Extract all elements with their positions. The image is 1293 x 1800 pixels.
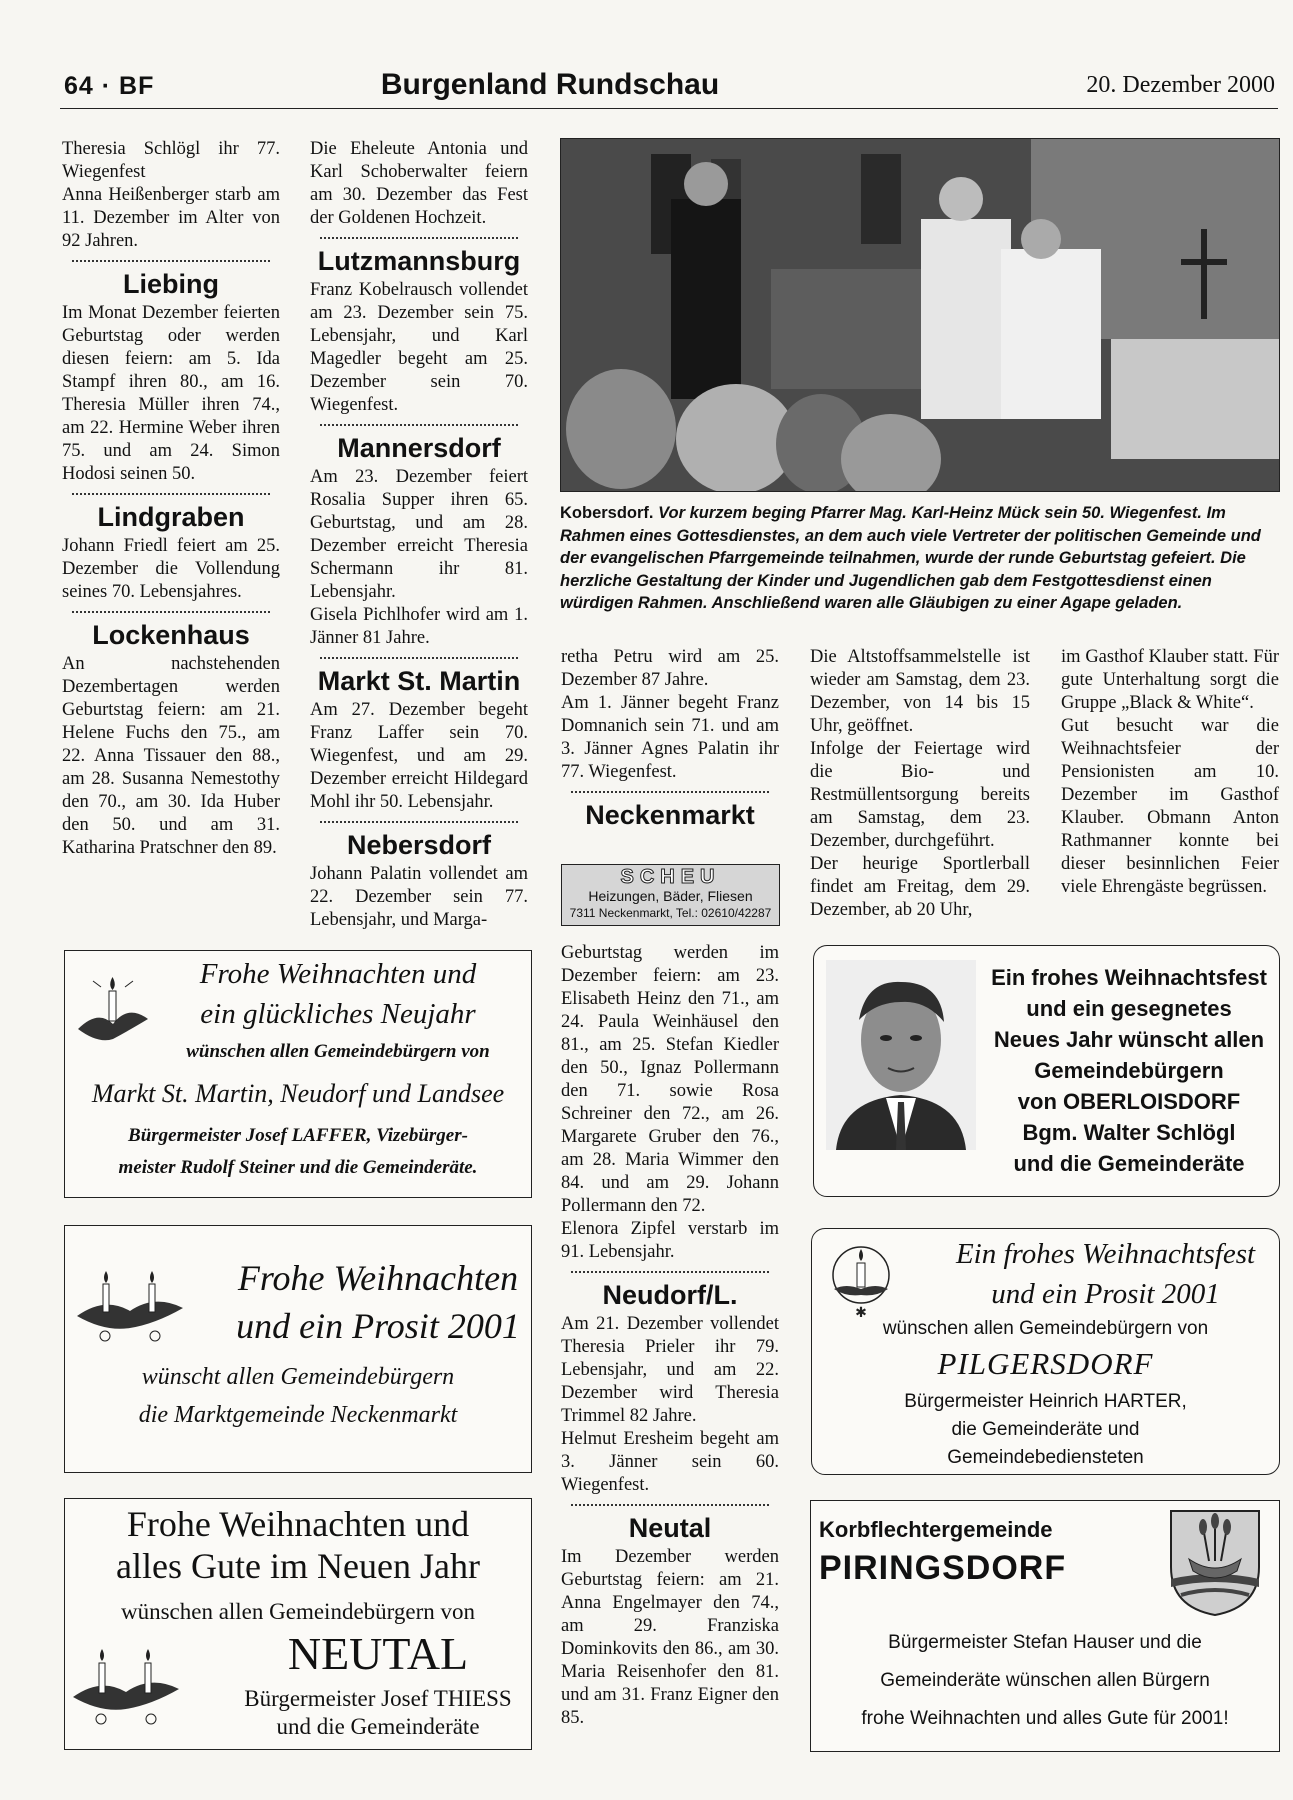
ad-piringsdorf — [810, 1500, 1280, 1752]
ad-oberloisdorf-line1: Ein frohes Weihnachtsfest — [991, 965, 1267, 990]
ad-martin-line2: ein glückliches Neujahr — [200, 998, 476, 1030]
section-text-mannersdorf: Am 23. Dezember feiert Rosalia Supper ihren 65. Geburtstag, und am 28. Dezember erreicht Theresia Schermann ihr 81. Lebensjahr. Gisela Pichlhofer wird am 1. Jänner 81 Jahre. — [310, 467, 528, 648]
section-title-lindgraben: Lindgraben — [97, 502, 245, 532]
divider — [72, 493, 270, 495]
ad-neutal-line2: alles Gute im Neuen Jahr — [116, 1546, 480, 1586]
header-rule — [60, 108, 1278, 109]
ad-oberloisdorf-line7: und die Gemeinderäte — [1013, 1151, 1245, 1176]
divider — [320, 424, 518, 426]
section-text-lockenhaus: An nachstehenden Dezembertagen werden Geburtstag feiern: am 21. Helene Fuchs den 75., am 22. Anna Tissauer den 88., am 28. Susanna Nemestothy den 70., am 30. Ida Huber den 50. und am 31. Katharina Pratschner den 89. — [62, 654, 280, 858]
section-title-lockenhaus: Lockenhaus — [92, 620, 250, 650]
section-title-neckenmarkt: Neckenmarkt — [585, 800, 755, 830]
ad-oberloisdorf-line3: Neues Jahr wünscht allen — [993, 1027, 1265, 1052]
divider — [72, 260, 270, 262]
caption-place: Kobersdorf. — [560, 504, 654, 522]
newspaper-title: Burgenland Rundschau — [380, 68, 720, 101]
section-text-lutzmannsburg: Franz Kobelrausch vollendet am 23. Dezember sein 75. Lebensjahr, und Karl Magedler begeht am 25. Dezember sein 70. Wiegenfest. — [310, 280, 528, 415]
ad-neutal-line5: Bürgermeister Josef THIESS — [244, 1686, 512, 1711]
ad-oberloisdorf-line4: Gemeindebürgern — [1034, 1058, 1224, 1083]
ad-martin-line5: Bürgermeister Josef LAFFER, Vizebürger- — [128, 1125, 468, 1146]
section-title-lutzmannsburg: Lutzmannsburg — [317, 246, 521, 276]
ad-neutal-line4: NEUTAL — [287, 1628, 469, 1679]
ad-piringsdorf-line3: Bürgermeister Stefan Hauser und die — [888, 1632, 1202, 1653]
church-photo — [560, 138, 1280, 492]
col3-bottom-text: Geburtstag werden im Dezember feiern: am 23. Elisabeth Heinz den 71., am 24. Paula Weinhäusel den 81., am 25. Stefan Kiedler den 50., Ignaz Pollermann den 71. sowie Rosa Schreiner den 72., am 26. Margarete Gruber den 76., am 28. Maria Wimmer den 84. und am 29. Johann Pollermann den 72. Elenora Zipfel verstarb im 91. Lebensjahr. — [561, 943, 779, 1262]
ad-piringsdorf-line1: Korbflechtergemeinde — [819, 1517, 1053, 1542]
section-title-neudorf: Neudorf/L. — [602, 1280, 738, 1310]
ad-pilgersdorf-line4: PILGERSDORF — [937, 1346, 1154, 1381]
ad-pilgersdorf-line1: Ein frohes Weihnachtsfest — [955, 1238, 1256, 1270]
ad-pilgersdorf-line5: Bürgermeister Heinrich HARTER, — [904, 1391, 1187, 1412]
col5-text: im Gasthof Klauber statt. Für gute Unterhaltung sorgt die Gruppe „Black & White“. Gut besucht war die Weihnachtsfeier der Pensionisten am 10. Dezember im Gasthof Klauber. Obmann Anton Rathmanner konnte bei dieser besinnlichen Feier viele Ehrengäste begrüssen. — [1061, 647, 1279, 897]
divider — [320, 821, 518, 823]
issue-date: 20. Dezember 2000 — [1086, 72, 1275, 98]
page-number: 64 · BF — [64, 72, 155, 100]
divider — [571, 791, 769, 793]
ad-piringsdorf-line2: PIRINGSDORF — [819, 1549, 1067, 1587]
section-title-markt-st-martin: Markt St. Martin — [317, 666, 521, 696]
column-3-top — [561, 646, 779, 833]
ad-pilgersdorf-line6: die Gemeinderäte und — [951, 1419, 1140, 1440]
divider — [72, 611, 270, 613]
ad-neckenmarkt — [64, 1225, 532, 1473]
ad-martin-line3: wünschen allen Gemeindebürgern von — [186, 1041, 490, 1062]
photo-caption — [560, 502, 1278, 615]
ad-pilgersdorf-line3: wünschen allen Gemeindebürgern von — [882, 1318, 1209, 1339]
section-text-neudorf: Am 21. Dezember vollendet Theresia Prieler ihr 79. Lebensjahr, und am 22. Dezember wird Theresia Trimmel 82 Jahre. Helmut Eresheim begeht am 3. Jänner sein 60. Wiegenfest. — [561, 1314, 779, 1495]
ad-pilgersdorf-line2: und ein Prosit 2001 — [991, 1278, 1220, 1310]
ad-martin-line4: Markt St. Martin, Neudorf und Landsee — [91, 1079, 505, 1108]
ad-oberloisdorf — [813, 945, 1280, 1197]
ad-piringsdorf-line4: Gemeinderäte wünschen allen Bürgern — [880, 1670, 1210, 1691]
col4-text: Die Altstoffsammelstelle ist wieder am Samstag, dem 23. Dezember, von 14 bis 15 Uhr, geöffnet. Infolge der Feiertage wird die Bio- und Restmüllentsorgung bereits am Samstag, dem 23. Dezember, durchgeführt. Der heurige Sportlerball findet am Freitag, dem 29. Dezember, ab 20 Uhr, — [810, 647, 1030, 920]
ad-neutal-line1: Frohe Weihnachten und — [126, 1504, 470, 1544]
column-1 — [62, 138, 280, 860]
scheu-line2: 7311 Neckenmarkt, Tel.: 02610/42287 — [569, 906, 772, 920]
divider — [320, 657, 518, 659]
scheu-line1: Heizungen, Bäder, Fliesen — [588, 888, 753, 904]
section-text-nebersdorf: Johann Palatin vollendet am 22. Dezember sein 77. Lebensjahr, und Marga- — [310, 864, 528, 930]
col2-intro: Die Eheleute Antonia und Karl Schoberwalter feiern am 30. Dezember das Fest der Goldenen Hochzeit. — [310, 139, 528, 228]
col3-top-text: retha Petru wird am 25. Dezember 87 Jahre. Am 1. Jänner begeht Franz Domnanich sein 71. und am 3. Jänner Agnes Palatin ihr 77. Wiegenfest. — [561, 647, 779, 782]
ad-martin-line6: meister Rudolf Steiner und die Gemeinderäte. — [118, 1157, 478, 1178]
ad-neckenmarkt-line3: wünscht allen Gemeindebürgern — [141, 1364, 455, 1390]
ad-oberloisdorf-line2: und ein gesegnetes — [1026, 996, 1232, 1021]
divider — [320, 237, 518, 239]
section-title-liebing: Liebing — [123, 269, 219, 299]
ad-neutal-line3: wünschen allen Gemeindebürgern von — [120, 1599, 476, 1624]
ad-neckenmarkt-line1: Frohe Weihnachten — [237, 1258, 519, 1298]
ad-oberloisdorf-text — [984, 962, 1274, 1179]
section-text-liebing: Im Monat Dezember feierten Geburtstag oder werden diesen feiern: am 5. Ida Stampf ihren 80., am 16. Theresia Müller ihren 74., am 22. Hermine Weber ihren 75. und am 24. Simon Hodosi seinen 50. — [62, 303, 280, 484]
ad-neutal — [64, 1498, 532, 1750]
ad-pilgersdorf — [811, 1228, 1280, 1475]
scheu-logo: SCHEU — [620, 866, 721, 888]
caption-text: Vor kurzem beging Pfarrer Mag. Karl-Heinz Mück sein 50. Wiegenfest. Im Rahmen eines Gottesdienstes, an dem auch viele Vertreter der politischen Gemeinde und der evangelischen Pfarrgemeinde teilnahmen, wurde der runde Geburtstag gefeiert. Die herzliche Gestaltung der Kinder und Jugendlichen gab dem Festgottesdienst einen würdigen Rahmen. Anschließend waren alle Gläubigen zu einer Agape geladen. — [560, 504, 1261, 612]
ad-neckenmarkt-line2: und ein Prosit 2001 — [236, 1306, 520, 1346]
section-text-lindgraben: Johann Friedl feiert am 25. Dezember die Vollendung seines 70. Lebensjahres. — [62, 536, 280, 602]
ad-piringsdorf-line5: frohe Weihnachten und alles Gute für 2001! — [861, 1708, 1229, 1729]
ad-martin-line1: Frohe Weihnachten und — [199, 958, 477, 990]
photo-illustration — [561, 139, 1279, 491]
column-4 — [810, 646, 1030, 922]
coat-of-arms-icon — [1167, 1507, 1263, 1619]
col1-intro: Theresia Schlögl ihr 77. Wiegenfest Anna Heißenberger starb am 11. Dezember im Alter von 92 Jahren. — [62, 139, 280, 251]
ad-oberloisdorf-line6: Bgm. Walter Schlögl — [1022, 1120, 1236, 1145]
ad-oberloisdorf-line5: von OBERLOISDORF — [1017, 1089, 1241, 1114]
svg-text:✱: ✱ — [855, 1306, 867, 1319]
section-text-neutal: Im Dezember werden Geburtstag feiern: am 21. Anna Engelmayer den 74., am 29. Franziska Dominkovits den 86., am 30. Maria Reisenhofer den 81. und am 31. Franz Eigner den 85. — [561, 1547, 779, 1728]
section-title-nebersdorf: Nebersdorf — [346, 830, 492, 860]
column-2 — [310, 138, 528, 932]
ad-markt-st-martin — [64, 950, 532, 1198]
ad-pilgersdorf-line7: Gemeindebediensteten — [947, 1447, 1144, 1468]
mayor-portrait — [826, 960, 976, 1150]
section-title-mannersdorf: Mannersdorf — [337, 433, 501, 463]
section-title-neutal: Neutal — [628, 1513, 712, 1543]
ad-neutal-line6: und die Gemeinderäte — [276, 1714, 480, 1739]
ad-neckenmarkt-line4: die Marktgemeinde Neckenmarkt — [138, 1402, 458, 1428]
section-text-markt-st-martin: Am 27. Dezember begeht Franz Laffer sein 70. Wiegenfest, und am 29. Dezember erreicht Hildegard Mohl ihr 50. Lebensjahr. — [310, 700, 528, 812]
column-5 — [1061, 646, 1279, 899]
scheu-ad — [561, 864, 780, 926]
divider — [571, 1504, 769, 1506]
